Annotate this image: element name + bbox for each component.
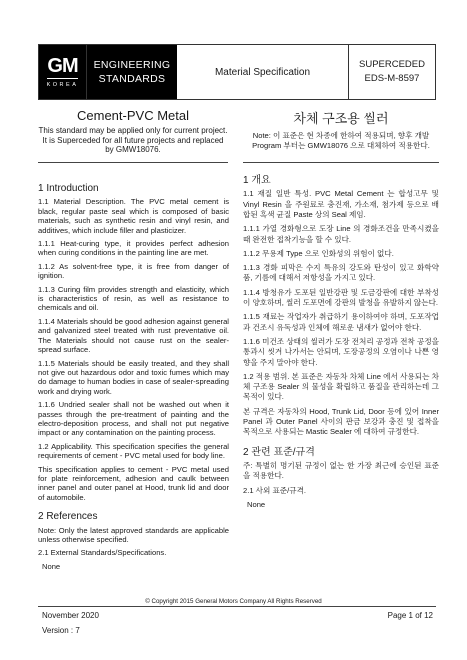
en-para-1-1-2: 1.1.2 As solvent-free type, it is free from danger of ignition. (38, 261, 229, 281)
en-para-1-2: 1.2 Applicability. This specification specifies the general requirements of cement - PVC metal used for body line. (38, 441, 229, 461)
logo-gm-text: GM (47, 55, 78, 77)
ko-para-1-1-5: 1.1.5 재료는 작업자가 취급하기 용이하여야 하며, 도포작업과 건조시 유독성과 인체에 해로운 냄새가 없어야 한다. (243, 312, 439, 332)
ko-para-1-2: 1.2 적용 범위. 본 표준은 자동차 차체 Line 에서 사용되는 차체 구조용 Sealer 의 물성을 확립하고 품질을 관리하는데 그 목적이 있다. (243, 371, 439, 402)
ko-para-2-1: 2.1 사외 표준/규격. (243, 485, 307, 495)
en-para-1-2-b: This specification applies to cement - PVC metal used for plate reinforcement, adhesion and caulk between inner panel and outer panel at Hood, trunk lid and door of automobile. (38, 464, 229, 502)
en-para-1-1-4: 1.1.4 Materials should be good adhesion against general and galvanized steel treated with rust preventative oil. The Materials should not cause rust on the sealer-spread surface. (38, 316, 229, 355)
title-korean (243, 108, 439, 151)
ko-para-1-1-6: 1.1.6 미건조 상태의 씰러가 도장 전처리 공정과 전착 공정을 통과시 씻겨 나가서는 안되며, 도장공정의 오염이나 나쁜 영향을 주지 말아야 한다. (243, 336, 439, 367)
ko-para-1-1-2: 1.1.2 무용제 Type 으로 인화성의 위험이 없다. (243, 248, 394, 258)
superceded-label: SUPERCEDED (359, 59, 425, 70)
spec-type: Material Specification (177, 45, 349, 99)
ko-para-2-note: 주: 특별히 명기된 규정이 없는 한 가장 최근에 승인된 표준을 적용한다. (243, 461, 439, 481)
ko-section-2-heading: 2 관련 표준/규격 (243, 446, 315, 458)
footer-divider (38, 606, 436, 607)
doc-status-block (349, 45, 435, 99)
english-column (38, 184, 229, 575)
title-divider-left (38, 162, 228, 163)
logo-korea-text: KOREA (46, 82, 79, 88)
title-en-subtitle: This standard may be applied only for current project. It is Superceded for all future projects and replaced by GMW18076. (38, 126, 228, 154)
en-para-1-1-5: 1.1.5 Materials should be easily treated, and they shall not give out hazardous odor and toxic fumes which may do damage to human bodies in case of sealer-spreading work and drying work. (38, 358, 229, 396)
footer-version: Version : 7 (42, 626, 80, 635)
ko-para-2-none: None (247, 499, 266, 509)
en-para-1-1-3: 1.1.3 Curing film provides strength and elasticity, which is characteristics of resin, as well as resistance to chemicals and oil. (38, 284, 229, 313)
eng-line-2: STANDARDS (98, 73, 166, 85)
ko-para-1-1: 1.1 재질 일반 특성. PVC Metal Cement 는 합성고무 및 Vinyl Resin 을 주원료로 충진재, 가소재, 첨가제 등으로 배합된 흑색 균질 Paste 상의 Seal 제임. (243, 189, 439, 219)
gm-korea-logo (39, 45, 87, 99)
title-en-heading: Cement-PVC Metal (77, 108, 189, 123)
title-divider-right (243, 162, 439, 163)
footer-page-number: Page 1 of 12 (387, 611, 433, 620)
en-para-1-1-6: 1.1.6 Undried sealer shall not be washed out when it passes through the pre-treatment of painting and the electro-deposition process, and shall not put negative impact or any contamination on the painting process. (38, 400, 229, 438)
copyright-notice: © Copyright 2015 General Motors Company All Rights Reserved (145, 598, 322, 605)
en-para-2-1: 2.1 External Standards/Specifications. (38, 548, 167, 558)
ko-para-1-1-1: 1.1.1 가열 경화형으로 도장 Line 의 경화조건을 만족시켰을 때 완전한 접착기능을 할 수 있다. (243, 224, 439, 244)
en-para-1-1: 1.1 Material Description. The PVC metal cement is black, regular paste seal which is composed of basic materials, such as synthetic resin and vinyl resin, and additives, which include filler and plasticizer. (38, 197, 229, 235)
eng-line-1: ENGINEERING (93, 59, 171, 71)
en-para-2-note: Note: Only the latest approved standards are applicable unless otherwise specified. (38, 525, 229, 544)
title-english (38, 108, 228, 155)
title-ko-heading: 차체 구조용 씰러 (293, 111, 389, 126)
ko-section-1-heading: 1 개요 (243, 175, 271, 186)
engineering-standards-label (87, 45, 177, 99)
ko-para-1-1-4: 1.1.4 방청유가 도포된 일반강판 및 도금강판에 대한 부착성이 양호하며, 씰러 도포면에 강판의 발청을 유발하지 않는다. (243, 287, 439, 308)
korean-column (243, 176, 439, 514)
en-para-1-1-1: 1.1.1 Heat-curing type, it provides perfect adhesion when curing conditions in the painting line are met. (38, 239, 229, 258)
en-section-2-heading: 2 References (38, 511, 98, 523)
footer-date: November 2020 (42, 611, 99, 620)
document-header (38, 44, 436, 100)
doc-number: EDS-M-8597 (364, 73, 420, 84)
en-para-2-none: None (42, 561, 61, 571)
title-ko-subtitle: Note: 이 표준은 현 차종에 한하여 적용되며, 향후 개발 Program 부터는 GMW18076 으로 대체하여 적용한다. (252, 131, 430, 150)
ko-para-1-1-3: 1.1.3 경화 피막은 수지 특유의 강도와 탄성이 있고 화학약품, 기름에 대해서 저항성을 가지고 있다. (243, 263, 439, 283)
ko-para-1-2-b: 본 규격은 자동차의 Hood, Trunk Lid, Door 등에 있어 Inner Panel 과 Outer Panel 사이의 판금 보강과 충진 및 접착을 목적으로 사용되는 Mastic Sealer 에 대하여 규정한다. (243, 406, 439, 437)
en-section-1-heading: 1 Introduction (38, 183, 99, 194)
